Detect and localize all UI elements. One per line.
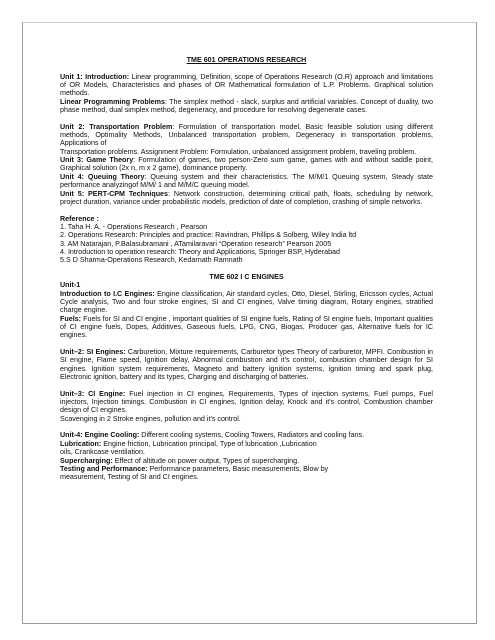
syllabus-content [60, 56, 433, 482]
lpp-paragraph: Linear Programming Problems: The simplex method - slack, surplus and artificial variables. Concept of duality, two phase method, dual simplex method, degeneracy, and procedure for resolving degenerate cases. [60, 97, 434, 115]
reference-item: 3. AM Natarajan, P.Balasubramani , ATamilaravari “Operation research” Pearson 2005 [60, 239, 332, 248]
unit-3-paragraph: Unit 3: Game Theory: Formulation of games, two person-Zero sum game, games with and without saddle point, Graphical solution (2x n, m x 2 game), dominance property. [60, 156, 433, 173]
ic-unit-4-heading: Unit-4: Engine Cooling: [60, 431, 140, 440]
ic-unit-1-heading: Introduction to I.C Engines: [60, 289, 155, 298]
reference-item: 2. Operations Research: Principles and practice: Ravindran, Phillips & Solberg, Wiley India ltd [60, 231, 357, 240]
unit-4-paragraph: Unit 4: Queuing Theory: Queuing system and their characteristics. The M/M/1 Queuing system, Steady state performance analyzingof M/M/ 1 and M/M/C queuing model. [60, 172, 433, 190]
reference-item: 1. Taha H. A. - Operations Research , Pearson [60, 222, 208, 231]
lubrication-paragraph: Lubrication: Engine friction, Lubrication principal, Type of lubrication ,Lubrication [60, 439, 317, 448]
fuels-paragraph: Fuels: Fuels for SI and CI engine , important qualities of SI engine fuels, Rating of SI engine fuels, Important qualities of CI engine fuels, Dopes, Additives, Gaseous fuels, LPG, CNG, Biogas, Producer gas, Alternative fuels for IC engines. [60, 314, 433, 340]
ic-unit-3-paragraph: Unit–3: CI Engine: Fuel injection in CI engines, Requirements, Types of injection systems, Fuel pumps, Fuel injectors, Injection timings. Combustion in CI engines, Ignition delay, Knock and it's control, Combustion chamber design of CI engines. [60, 389, 434, 415]
ic-unit-1-label: Unit-1 [60, 281, 81, 290]
ic-unit-4-paragraph: Unit-4: Engine Cooling: Different cooling systems, Cooling Towers, Radiators and cooling fans. [60, 431, 365, 440]
unit-1-heading: Unit 1: Introduction: [60, 72, 130, 81]
unit-2-paragraph: Unit 2: Transportation Problem: Formulation of transportation model, Basic feasible solution using different methods, Optimality Methods, Unbalanced transportation problem, Degeneracy in transportation problems, Applications of [60, 122, 433, 148]
supercharging-paragraph: Supercharging: Effect of altitude on power output, Types of supercharging. [60, 456, 300, 465]
course-title-ic: TME 602 I C ENGINES [209, 272, 284, 281]
reference-item: 4. Introduction to operation research: Theory and Applications, Springer BSP, Hyderabad [60, 247, 340, 256]
unit-1-paragraph: Unit 1: Introduction: Linear programming, Definition, scope of Operations Research (O.R) approach and limitations of OR Models, Characteristics and phases of OR Mathematical formulation of L.P. Problems. Graphical solution methods. [60, 72, 433, 98]
unit-2-heading: Unit 2: Transportation Problem [60, 122, 173, 131]
unit-4-heading: Unit 4: Queuing Theory [60, 172, 145, 181]
ic-unit-3-continuation: Scavenging in 2 Stroke engines, pollution and it's control. [60, 414, 241, 423]
ic-unit-2-heading: Unit–2: SI Engines: [60, 348, 126, 357]
testing-heading: Testing and Performance: [60, 464, 148, 473]
fuels-heading: Fuels: [60, 314, 82, 323]
lpp-heading: Linear Programming Problems [60, 97, 165, 106]
supercharging-heading: Supercharging: [60, 456, 113, 465]
reference-heading: Reference : [60, 214, 99, 223]
testing-paragraph: Testing and Performance: Performance parameters, Basic measurements, Blow by [60, 464, 329, 473]
unit-5-paragraph: Unit 5: PERT-CPM Techniques: Network construction, determining critical path, floats, scheduling by network, project duration, variance under probabilistic models, prediction of date of completion, crashing of simple networks. [60, 189, 434, 206]
reference-item: 5.S D Sharma-Operations Research, Kedarnath Ramnath [60, 256, 243, 265]
lubrication-heading: Lubrication: [60, 439, 102, 448]
ic-unit-2-paragraph: Unit–2: SI Engines: Carburetion, Mixture requirements, Carburetor types Theory of carburetor, MPFI. Combustion in SI engine, Flame speed, Ignition delay, Abnormal combustion and it's control, combustion chamber design for SI engines. Ignition system requirements, Magneto and battery ignition systems, ignition timing and spark plug, Electronic ignition, battery and its types, Charging and discharging of batteries. [60, 348, 433, 382]
unit-5-heading: Unit 5: PERT-CPM Techniques [60, 189, 169, 198]
course-title-or: TME 601 OPERATIONS RESEARCH [186, 56, 307, 64]
ic-unit-1-paragraph: Introduction to I.C Engines: Engine classification, Air standard cycles, Otto, Diesel, Stirling, Ericsson cycles, Actual Cycle analysis, Two and four stroke engines, SI and CI engines, Valve timing diagram, Rotary engines, stratified charge engine. [60, 289, 433, 315]
testing-continuation: measurement, Testing of SI and CI engines. [60, 473, 199, 482]
unit-3-heading: Unit 3: Game Theory [60, 156, 134, 165]
ic-unit-3-heading: Unit–3: CI Engine: [60, 389, 126, 398]
lubrication-continuation: oils, Crankcase ventilation. [60, 448, 145, 457]
unit-2-continuation: Transportation problems. Assignment Problem: Formulation, unbalanced assignment problem, traveling problem. [60, 147, 417, 156]
